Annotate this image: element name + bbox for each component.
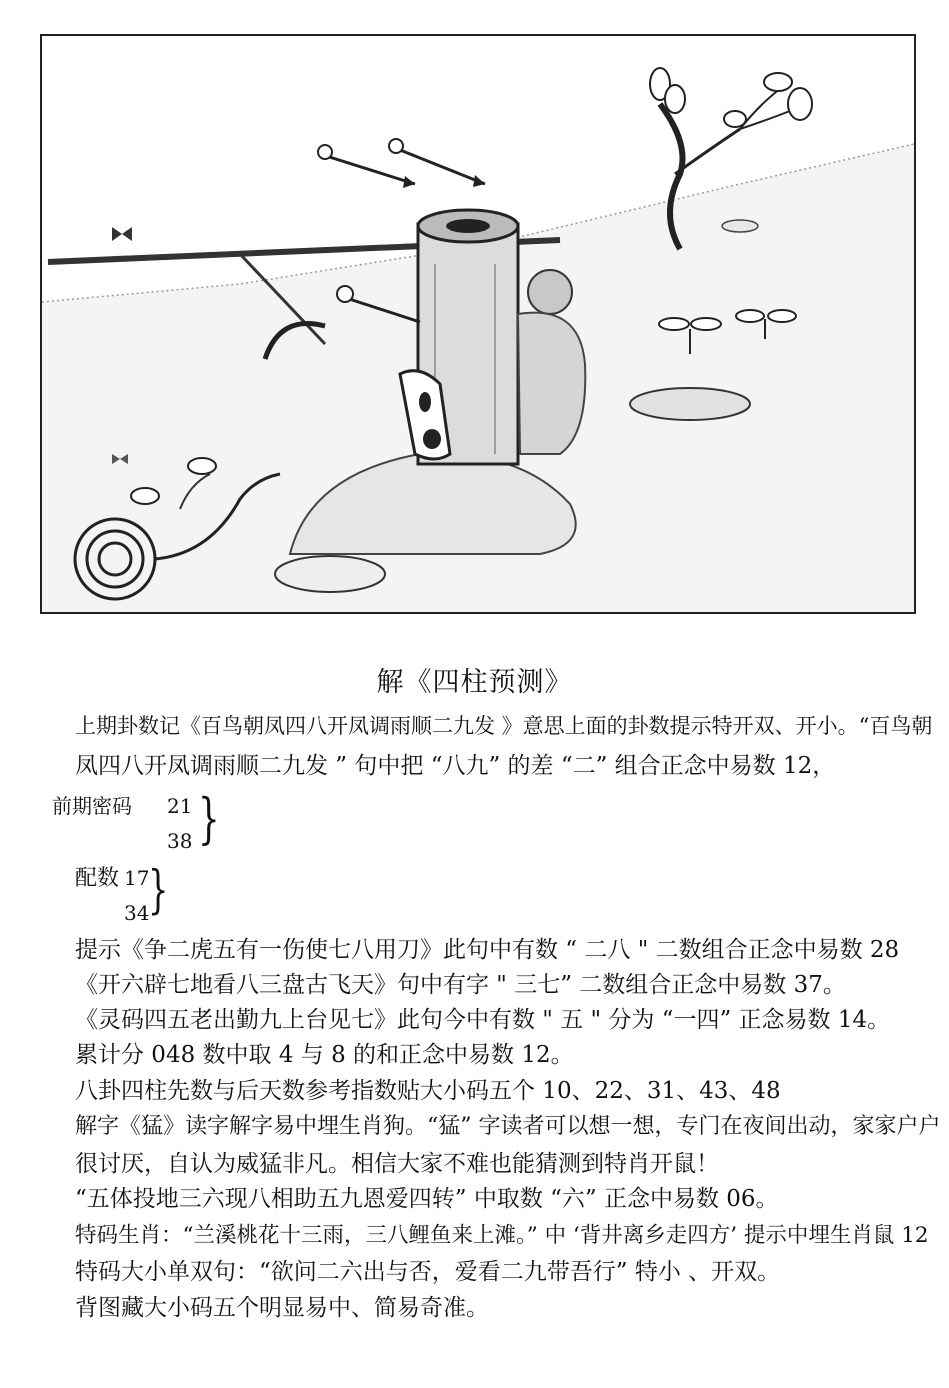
text-line-1: 提示《争二虎五有一伤使七八用刀》此句中有数 “ 二八 " 二数组合正念中易数 28 — [75, 937, 900, 963]
pair-brace: } — [148, 859, 169, 920]
text-line-4: 累计分 048 数中取 4 与 8 的和正念中易数 12。 — [75, 1042, 574, 1068]
previous-code-brace: } — [198, 787, 220, 852]
text-line-9: 特码生肖：“兰溪桃花十三雨，三八鲤鱼来上滩。” 中 ‘背井离乡走四方’ 提示中埋生肖鼠 12 — [75, 1223, 929, 1248]
page-title: 解《四柱预测》 — [376, 667, 573, 698]
text-line-7: 很讨厌，自认为威猛非凡。相信大家不难也能猜测到特肖开鼠！ — [75, 1151, 719, 1177]
text-line-6: 解字《猛》读字解字易中埋生肖狗。“猛” 字读者可以想一想，专门在夜间出动，家家户户 — [75, 1114, 941, 1139]
text-line-11: 背图藏大小码五个明显易中、简易奇准。 — [75, 1295, 489, 1321]
text-line-10: 特码大小单双句：“欲问二六出与否，爱看二九带吾行” 特小 、开双。 — [75, 1259, 781, 1285]
paragraph1-line2: 凤四八开凤调雨顺二九发 ” 句中把 “八九” 的差 “二” 组合正念中易数 12， — [75, 753, 836, 779]
previous-code-num2: 38 — [167, 829, 193, 853]
illustration-monkey-stump — [40, 34, 916, 614]
previous-code-label: 前期密码 — [52, 794, 132, 818]
text-line-2: 《开六辟七地看八三盘古飞天》句中有字 " 三七” 二数组合正念中易数 37。 — [75, 972, 846, 998]
pair-num2: 34 — [124, 901, 150, 925]
paragraph1-line1: 上期卦数记《百鸟朝凤四八开凤调雨顺二九发 》意思上面的卦数提示特开双、开小。“百鸟朝 — [75, 714, 933, 738]
pair-num1: 17 — [124, 866, 150, 890]
text-line-5: 八卦四柱先数与后天数参考指数贴大小码五个 10、22、31、43、48 — [75, 1078, 781, 1104]
text-line-3: 《灵码四五老出勤九上台见七》此句今中有数 " 五 " 分为 “一四” 正念易数 14。 — [75, 1007, 891, 1033]
pair-label: 配数 — [75, 866, 120, 891]
text-line-8: “五体投地三六现八相助五九恩爱四转” 中取数 “六” 正念中易数 06。 — [75, 1186, 779, 1212]
previous-code-num1: 21 — [167, 794, 193, 818]
